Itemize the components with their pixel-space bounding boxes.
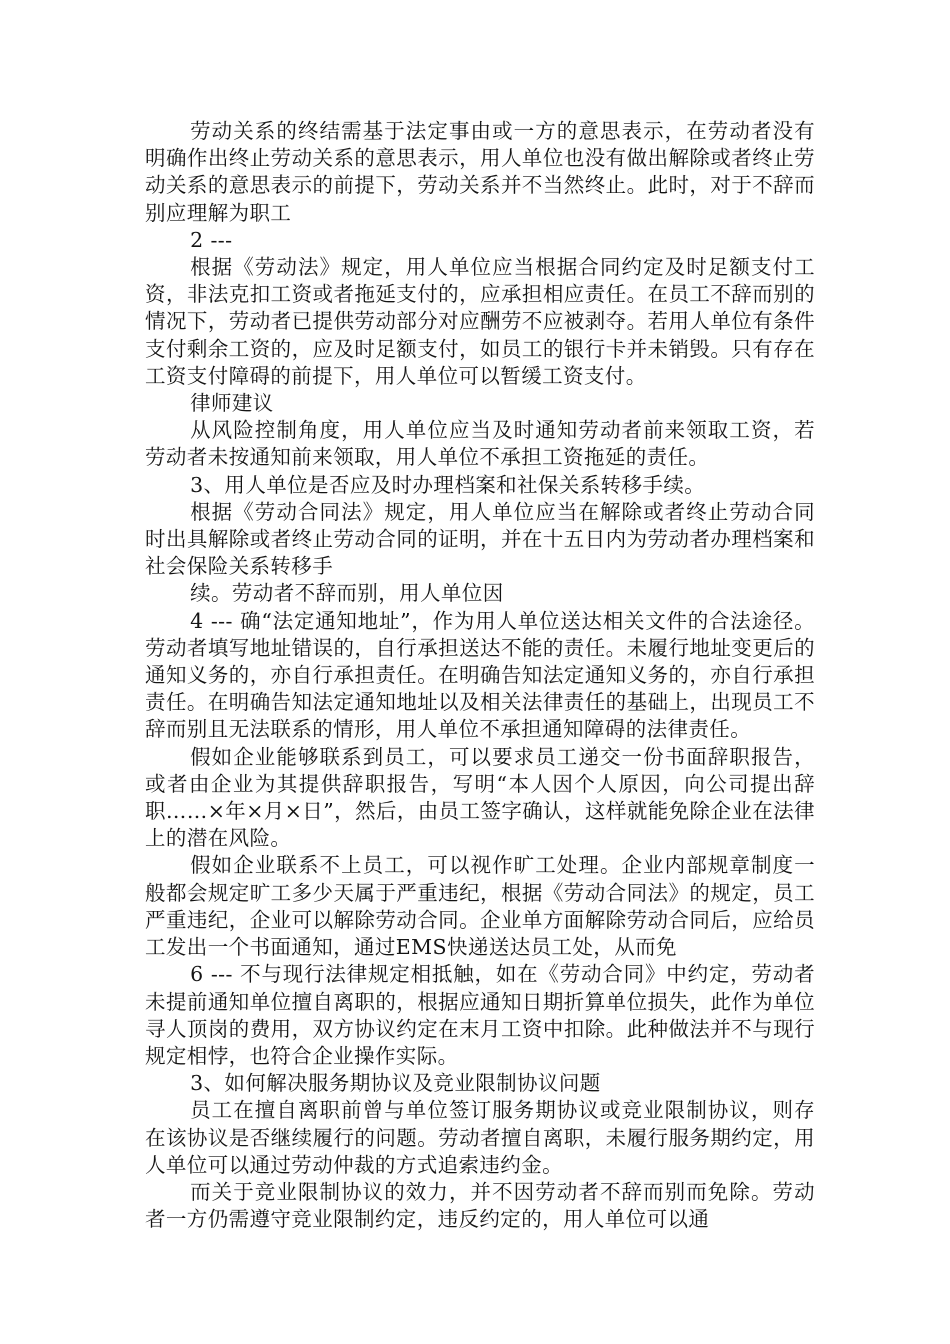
section-heading: 律师建议	[190, 391, 274, 416]
paragraph: 从风险控制角度，用人单位应当及时通知劳动者前来领取工资，若劳动者未按通知前来领取，用人单位不承担工资拖延的责任。	[145, 418, 815, 470]
paragraph: 假如企业能够联系到员工，可以要求员工递交一份书面辞职报告，或者由企业为其提供辞职报告，写明“本人因个人原因，向公司提出辞职……×年×月×日”，然后，由员工签字确认，这样就能免除企业在法律上的潜在风险。	[145, 744, 815, 851]
paragraph: 假如企业联系不上员工，可以视作旷工处理。企业内部规章制度一般都会规定旷工多少天属于严重违纪，根据《劳动合同法》的规定，员工严重违纪，企业可以解除劳动合同。企业单方面解除劳动合同后，应给员工发出一个书面通知，通过EMS快递送达员工处，从而免	[145, 853, 815, 960]
document-body	[145, 118, 815, 1233]
section-heading: 3、如何解决服务期协议及竞业限制协议问题	[190, 1071, 601, 1096]
paragraph: 续。劳动者不辞而别，用人单位因	[190, 581, 504, 606]
paragraph: 根据《劳动法》规定，用人单位应当根据合同约定及时足额支付工资，非法克扣工资或者拖延支付的，应承担相应责任。在员工不辞而别的情况下，劳动者已提供劳动部分对应酬劳不应被剥夺。若用人单位有条件支付剩余工资的，应及时足额支付，如员工的银行卡并未销毁。只有存在工资支付障碍的前提下，用人单位可以暂缓工资支付。	[145, 255, 815, 388]
page-marker: 2 ---	[190, 227, 233, 252]
paragraph: 4 --- 确“法定通知地址”，作为用人单位送达相关文件的合法途径。劳动者填写地址错误的，自行承担送达不能的责任。未履行地址变更后的通知义务的，亦自行承担责任。在明确告知法定通知义务的，亦自行承担责任。在明确告知法定通知地址以及相关法律责任的基础上，出现员工不辞而别且无法联系的情形，用人单位不承担通知障碍的法律责任。	[145, 608, 815, 742]
paragraph: 根据《劳动合同法》规定，用人单位应当在解除或者终止劳动合同时出具解除或者终止劳动合同的证明，并在十五日内为劳动者办理档案和社会保险关系转移手	[145, 499, 815, 579]
paragraph: 6 --- 不与现行法律规定相抵触，如在《劳动合同》中约定，劳动者未提前通知单位擅自离职的，根据应通知日期折算单位损失，此作为单位寻人顶岗的费用，双方协议约定在末月工资中扣除。此种做法并不与现行规定相悖，也符合企业操作实际。	[145, 962, 815, 1068]
section-heading: 3、用人单位是否应及时办理档案和社保关系转移手续。	[190, 472, 706, 497]
paragraph: 员工在擅自离职前曾与单位签订服务期协议或竞业限制协议，则存在该协议是否继续履行的问题。劳动者擅自离职，未履行服务期约定，用人单位可以通过劳动仲裁的方式追索违约金。	[145, 1098, 815, 1177]
paragraph: 而关于竞业限制协议的效力，并不因劳动者不辞而别而免除。劳动者一方仍需遵守竞业限制约定，违反约定的，用人单位可以通	[145, 1179, 815, 1232]
paragraph: 劳动关系的终结需基于法定事由或一方的意思表示，在劳动者没有明确作出终止劳动关系的意思表示，用人单位也没有做出解除或者终止劳动关系的意思表示的前提下，劳动关系并不当然终止。此时，对于不辞而别应理解为职工	[145, 119, 815, 225]
